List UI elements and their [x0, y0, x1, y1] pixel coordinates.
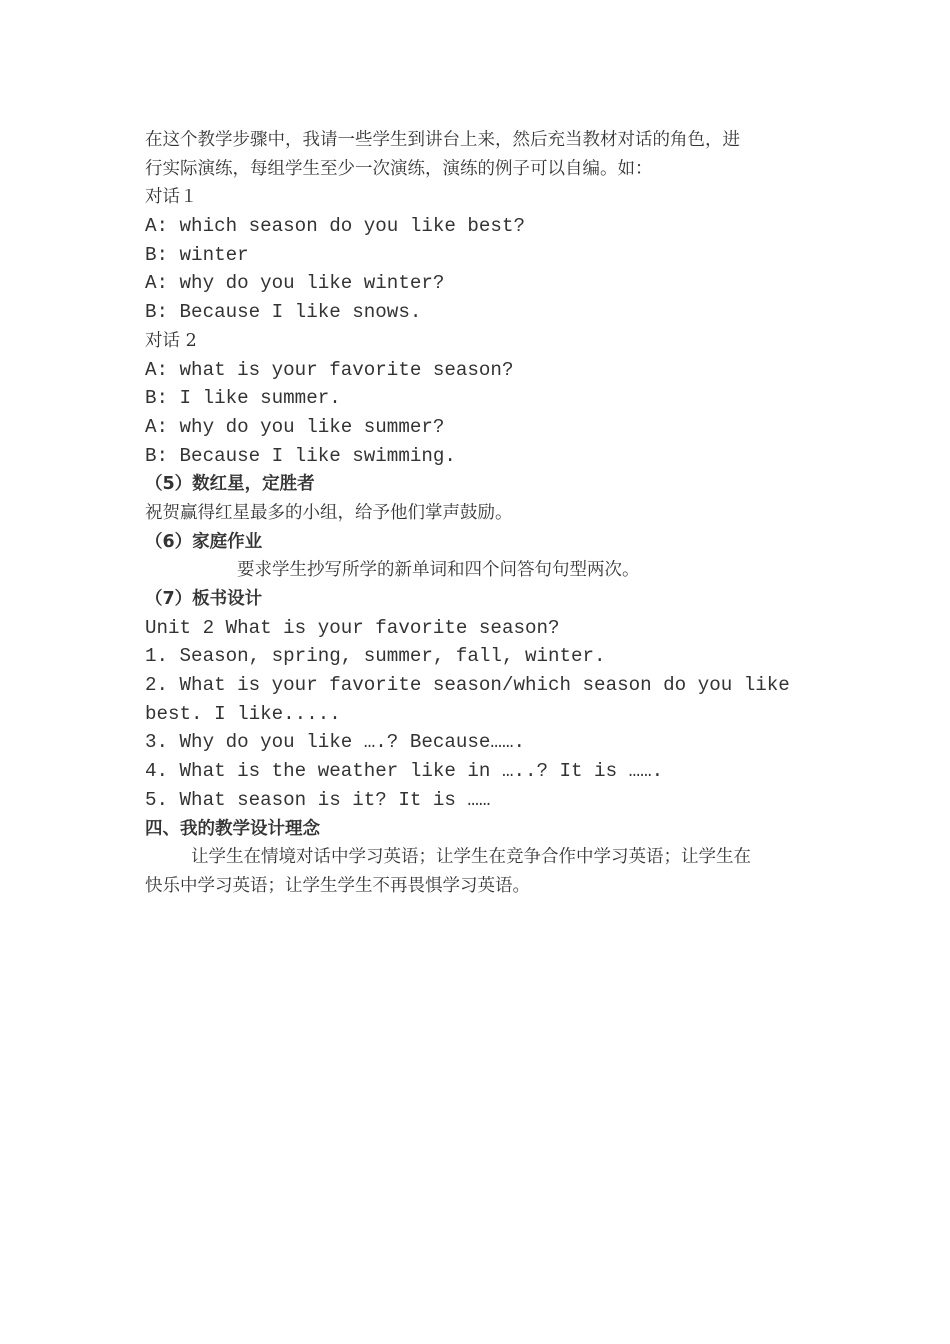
blackboard-line: 3. Why do you like ….? Because…….: [145, 731, 525, 754]
section-4-text-line-2: 快乐中学习英语；让学生学生不再畏惧学习英语。: [145, 875, 530, 896]
document-body: [145, 126, 807, 901]
section-6-text: 要求学生抄写所学的新单词和四个问答句句型两次。: [237, 560, 640, 581]
dialogue-2-heading: 对话 2: [145, 330, 197, 351]
dialogue-1-line: B: winter: [145, 243, 249, 266]
dialogue-1-heading: 对话１: [145, 187, 198, 208]
blackboard-line: 4. What is the weather like in …..? It is …….: [145, 760, 664, 783]
dialogue-2-line: A: why do you like summer?: [145, 415, 445, 438]
dialogue-1-line: A: why do you like winter?: [145, 272, 445, 295]
blackboard-line: 2. What is your favorite season/which season do you like: [145, 674, 790, 697]
intro-paragraph-line-2: 行实际演练，每组学生至少一次演练，演练的例子可以自编。如：: [145, 158, 653, 179]
intro-paragraph-line-1: 在这个教学步骤中，我请一些学生到讲台上来，然后充当教材对话的角色，进: [145, 130, 740, 150]
blackboard-line: best. I like.....: [145, 702, 341, 725]
dialogue-1-line: A: which season do you like best?: [145, 215, 525, 238]
dialogue-2-line: A: what is your favorite season?: [145, 358, 514, 381]
blackboard-line: 1. Season, spring, summer, fall, winter.: [145, 645, 606, 668]
section-4-text-line-1: 让学生在情境对话中学习英语；让学生在竞争合作中学习英语；让学生在: [191, 847, 751, 868]
dialogue-2-line: B: I like summer.: [145, 387, 341, 410]
blackboard-line: Unit 2 What is your favorite season?: [145, 616, 560, 639]
section-7-heading: （7）板书设计: [145, 589, 263, 609]
dialogue-2-line: B: Because I like swimming.: [145, 444, 456, 467]
section-5-heading: （5）数红星，定胜者: [145, 474, 315, 495]
blackboard-line: 5. What season is it? It is ……: [145, 788, 491, 811]
dialogue-1-line: B: Because I like snows.: [145, 301, 422, 324]
section-4-heading: 四、我的教学设计理念: [145, 818, 320, 839]
section-5-text: 祝贺赢得红星最多的小组，给予他们掌声鼓励。: [145, 502, 513, 523]
section-6-heading: （6）家庭作业: [145, 531, 263, 552]
